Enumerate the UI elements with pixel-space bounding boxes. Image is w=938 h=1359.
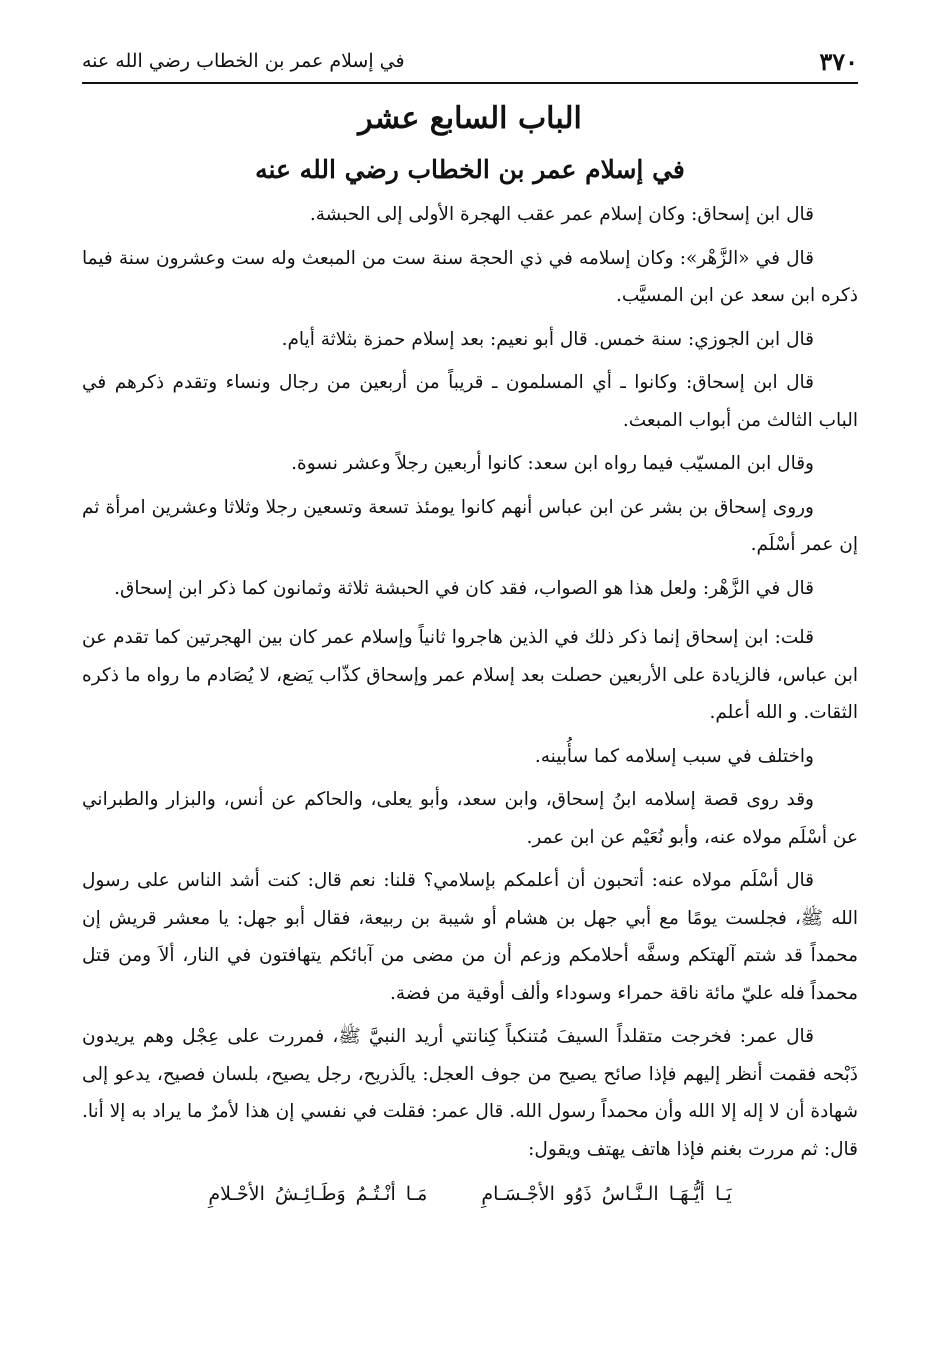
paragraph: وقد روى قصة إسلامه ابنُ إسحاق، وابن سعد، وأبو يعلى، والحاكم عن أنس، والبزار والطبراني عن أسْلَم مولاه عنه، وأبو نُعَيْم عن ابن عمر. [82, 789, 858, 848]
paragraph: قال ابن الجوزي: سنة خمس. قال أبو نعيم: بعد إسلام حمزة بثلاثة أيام. [281, 328, 814, 350]
running-title: في إسلام عمر بن الخطاب رضي الله عنه [82, 50, 405, 72]
paragraph: وقال ابن المسيّب فيما رواه ابن سعد: كانوا أربعين رجلاً وعشر نسوة. [291, 453, 814, 474]
page-number: ٣٧٠ [819, 46, 858, 76]
verse-hemistich-first: يَـا أيُّـهَـا الـنَّـاسُ ذَوُو الأجْـسَـامِ [481, 1183, 732, 1205]
chapter-subtitle: في إسلام عمر بن الخطاب رضي الله عنه [255, 155, 685, 184]
paragraph: وروى إسحاق بن بشر عن ابن عباس أنهم كانوا يومئذ تسعة وتسعين رجلا وثلاثا وعشرين امرأة ثم إن عمر أسْلَم. [82, 496, 858, 555]
body-text [82, 196, 858, 1214]
paragraph: واختلف في سبب إسلامه كما سأُبينه. [534, 745, 814, 767]
paragraph: قال أسْلَم مولاه عنه: أتحبون أن أعلمكم بإسلامي؟ قلنا: نعم قال: كنت أشد الناس على رسول الله ﷺ، فجلست يومًا مع أبي جهل بن هشام أو شيبة بن ربيعة، فقال أبو جهل: يا معشر قريش إن محمداً قد شتم آلهتكم وسفَّه أحلامكم وزعم أن من مضى من آبائكم يتهافتون في النار، ألاَ ومن قتل محمداً فله عليّ مائة ناقة حمراء وسوداء وألف أوقية من فضة. [82, 870, 858, 1004]
paragraph: قال في «الزَّهْر»: وكان إسلامه في ذي الحجة سنة ست من المبعث وله ست وعشرون سنة فيما ذكره ابن سعد عن ابن المسيَّب. [82, 247, 858, 306]
paragraph: قال عمر: فخرجت متقلداً السيفَ مُتنكباً كِنانتي أريد النبيَّ ﷺ، فمررت على عِجْل وهم يريدون ذَبْحه فقمت أنظر إليهم فإذا صائح يصيح من جوف العجل: يالَذريح، رجل يصيح، بلسان فصيح، يدعو إلى شهادة أن لا إله إلا الله وأن محمداً رسول الله. قال عمر: فقلت في نفسي إن هذا لأمرٌ ما يراد به إلا أنا. قال: ثم مررت بغنم فإذا هاتف يهتف ويقول: [82, 1026, 858, 1160]
paragraph: قال ابن إسحاق: وكان إسلام عمر عقب الهجرة الأولى إلى الحبشة. [309, 204, 814, 225]
running-header [82, 40, 858, 84]
paragraph: قلت: ابن إسحاق إنما ذكر ذلك في الذين هاجروا ثانياً وإسلام عمر كان بين الهجرتين كما تقدم عن ابن عباس، فالزيادة على الأربعين حصلت بعد إسلام عمر وإسحاق كذّاب يَضع، لا يُصَادم ما رواه ما ذكره الثقات. و الله أعلم. [82, 627, 858, 723]
poem-verse [82, 1174, 858, 1214]
chapter-title: الباب السابع عشر [358, 101, 582, 136]
paragraph: قال ابن إسحاق: وكانوا ـ أي المسلمون ـ قريباً من أربعين من رجال ونساء وتقدم ذكرهم في الباب الثالث من أبواب المبعث. [82, 372, 858, 431]
verse-hemistich-second: مَـا أنْـتُـمُ وَطَـائِـشُ الأحْـلامِ [208, 1183, 428, 1205]
paragraph: قال في الزَّهْر: ولعل هذا هو الصواب، فقد كان في الحبشة ثلاثة وثمانون كما ذكر ابن إسحاق. [114, 577, 814, 599]
